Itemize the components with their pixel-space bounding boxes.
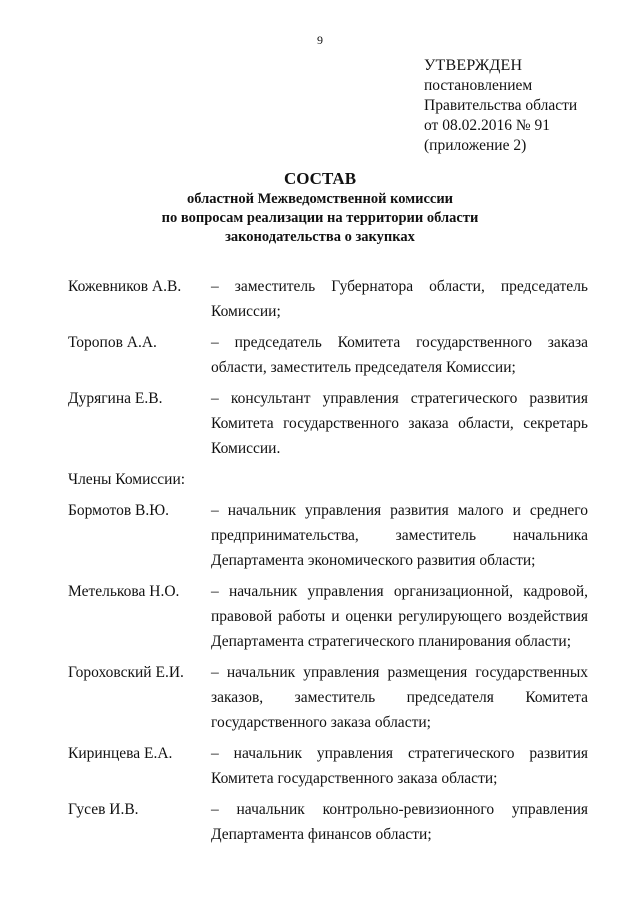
roster-row: [68, 579, 588, 654]
member-name: Метелькова Н.О.: [68, 583, 180, 600]
member-role: – консультант управления стратегического развития Комитета государственного заказа области, секретарь Комиссии.: [211, 390, 588, 457]
member-role: – начальник управления организационной, кадровой, правовой работы и оценки регулирующего воздействия Департамента стратегического планирования области;: [211, 583, 588, 650]
approval-line-4: от 08.02.2016 № 91: [424, 117, 550, 134]
roster-row: [68, 660, 588, 735]
approval-line-1: УТВЕРЖДЕН: [424, 57, 523, 74]
roster-row: [68, 498, 588, 573]
member-name: Гороховский Е.И.: [68, 664, 184, 681]
title-sub-1: областной Межведомственной комиссии: [186, 191, 454, 207]
roster-row: [68, 386, 588, 461]
member-name: Гусев И.В.: [68, 801, 139, 818]
commission-roster: [68, 274, 588, 853]
title-sub-3: законодательства о закупках: [225, 229, 415, 245]
member-role: – начальник управления стратегического развития Комитета государственного заказа области;: [211, 745, 588, 787]
member-name: Бормотов В.Ю.: [68, 502, 170, 519]
member-role: – заместитель Губернатора области, председатель Комиссии;: [211, 278, 588, 320]
page-number: 9: [317, 33, 323, 47]
members-heading: Члены Комиссии:: [68, 471, 186, 488]
title-main: СОСТАВ: [283, 169, 357, 188]
roster-row: [68, 274, 588, 324]
member-role: – председатель Комитета государственного заказа области, заместитель председателя Комиссии;: [211, 334, 588, 376]
member-name: Дурягина Е.В.: [68, 390, 163, 407]
roster-row: [68, 741, 588, 791]
member-role: – начальник контрольно-ревизионного управления Департамента финансов области;: [211, 801, 588, 843]
approval-stamp: [424, 56, 577, 156]
title-sub-2: по вопросам реализации на территории области: [161, 210, 479, 226]
member-name: Кожевников А.В.: [68, 278, 182, 295]
roster-row: [68, 330, 588, 380]
roster-row: [68, 797, 588, 847]
approval-line-3: Правительства области: [424, 97, 578, 114]
approval-line-2: постановлением: [424, 77, 533, 94]
member-role: – начальник управления развития малого и среднего предпринимательства, заместитель начальника Департамента экономического развития области;: [211, 502, 588, 569]
member-name: Киринцева Е.А.: [68, 745, 173, 762]
document-title: [0, 168, 640, 247]
member-name: Торопов А.А.: [68, 334, 157, 351]
member-role: – начальник управления размещения государственных заказов, заместитель председателя Комитета государственного заказа области;: [211, 664, 588, 731]
approval-line-5: (приложение 2): [424, 137, 527, 154]
